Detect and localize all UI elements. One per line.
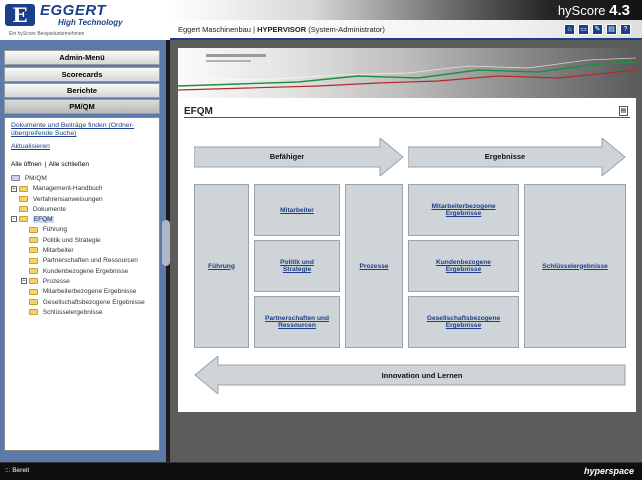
folder-icon xyxy=(19,206,28,212)
tree-item-kunden-ergebnisse[interactable] xyxy=(11,267,153,277)
link-kunden-ergebnisse[interactable]: Kundenbezogene Ergebnisse xyxy=(436,259,491,273)
link-partnerschaften[interactable]: Partnerschaften und Ressourcen xyxy=(264,315,330,329)
tree-item-dokumente[interactable] xyxy=(11,205,153,215)
folder-icon xyxy=(29,227,38,233)
product-label: hyScore xyxy=(557,3,606,18)
tree-toggle xyxy=(11,161,153,168)
box-schluesselergebnisse[interactable] xyxy=(524,184,626,348)
box-gesellschaft-ergebnisse[interactable] xyxy=(408,296,519,348)
nav-pm-qm[interactable]: PM/QM xyxy=(4,99,160,114)
page-title: EFQM xyxy=(184,106,213,117)
box-mitarbeiter[interactable] xyxy=(254,184,340,236)
results-label: Ergebnisse xyxy=(484,152,526,161)
user-role: HYPERVISOR xyxy=(257,25,307,34)
help-icon[interactable]: ? xyxy=(620,24,631,35)
tree-item-prozesse[interactable] xyxy=(11,277,153,287)
folder-icon xyxy=(29,309,38,315)
link-gesellschaft-ergebnisse[interactable]: Gesellschaftsbezogene Ergebnisse xyxy=(426,315,501,329)
tree-toggle-separator: | xyxy=(44,161,47,168)
search-documents-link[interactable]: Dokumente und Beiträge finden (Ordner-übergreifende Suche) xyxy=(11,122,135,137)
box-mitarbeiter-ergebnisse[interactable] xyxy=(408,184,519,236)
box-politik[interactable] xyxy=(254,240,340,292)
tree-item-management-handbuch[interactable] xyxy=(11,184,153,194)
tree-item-gesellschaft-ergebnisse[interactable] xyxy=(11,298,153,308)
logo-subtitle: High Technology xyxy=(58,18,123,27)
hyperspace-logo: hyperspace xyxy=(583,466,634,476)
status-text: ::: Bereit xyxy=(5,467,30,474)
sidebar-resize-handle[interactable] xyxy=(162,220,170,266)
tree-item-politik[interactable] xyxy=(11,236,153,246)
tree-item-mitarbeiter-ergebnisse[interactable] xyxy=(11,287,153,297)
link-prozesse[interactable]: Prozesse xyxy=(359,262,389,270)
tree-item-label: Politik und Strategie xyxy=(42,236,101,244)
header-toolbar xyxy=(564,24,631,35)
user-context xyxy=(178,25,385,34)
tree-item-label: Mitarbeiterbezogene Ergebnisse xyxy=(42,288,137,296)
tree-item-efqm[interactable] xyxy=(11,215,153,225)
enablers-label: Befähiger xyxy=(269,152,305,161)
tree-item-label: Schlüsselergebnisse xyxy=(42,308,103,316)
tree-item-verfahrensanweisungen[interactable] xyxy=(11,195,153,205)
tree-item-label: Management-Handbuch xyxy=(32,185,103,193)
edit-icon[interactable]: ✎ xyxy=(592,24,603,35)
link-politik[interactable]: Politik und Strategie xyxy=(280,259,314,273)
link-mitarbeiter-ergebnisse[interactable]: Mitarbeiterbezogene Ergebnisse xyxy=(431,203,496,217)
tree-item-label: Gesellschaftsbezogene Ergebnisse xyxy=(42,298,145,306)
status-bar xyxy=(0,462,642,480)
company-logo xyxy=(0,0,170,40)
tree-item-label: Kundenbezogene Ergebnisse xyxy=(42,267,129,275)
link-mitarbeiter[interactable]: Mitarbeiter xyxy=(280,206,314,214)
company-name: Eggert Maschinenbau xyxy=(178,25,251,34)
close-all-link[interactable]: Alle schließen xyxy=(48,161,90,168)
box-prozesse[interactable] xyxy=(345,184,403,348)
folder-icon xyxy=(29,247,38,253)
tree-root-icon xyxy=(11,175,20,181)
refresh-link[interactable]: Aktualisieren xyxy=(11,143,50,150)
folder-icon xyxy=(29,237,38,243)
window-icon[interactable]: ▭ xyxy=(578,24,589,35)
tree-item-label: EFQM xyxy=(33,216,53,224)
tree-item-label: Führung xyxy=(42,226,68,234)
nav-scorecards[interactable]: Scorecards xyxy=(4,67,160,82)
logo-tagline: Ein hyScore Beispielunternehmen xyxy=(9,31,85,37)
expand-icon[interactable]: + xyxy=(22,278,26,285)
product-version: 4.3 xyxy=(609,2,630,19)
box-partnerschaften[interactable] xyxy=(254,296,340,348)
tree-item-label: Prozesse xyxy=(42,277,70,285)
folder-icon xyxy=(29,299,38,305)
tree-item-label: Mitarbeiter xyxy=(42,247,74,255)
print-icon[interactable]: ▤ xyxy=(606,24,617,35)
folder-icon xyxy=(29,278,38,284)
tree-item-schluesselergebnisse[interactable] xyxy=(11,308,153,318)
app-header xyxy=(0,0,642,40)
logo-mark: E xyxy=(5,4,35,26)
tree-item-mitarbeiter[interactable] xyxy=(11,246,153,256)
nav-admin-menu[interactable]: Admin-Menü xyxy=(4,50,160,65)
product-name xyxy=(558,2,630,19)
tree-item-label: PM/QM xyxy=(24,175,47,182)
tree-item-fuehrung[interactable] xyxy=(11,225,153,235)
innovation-label: Innovation und Lernen xyxy=(381,371,463,380)
link-schluesselergebnisse[interactable]: Schlüsselergebnisse xyxy=(542,262,608,270)
context-separator: | xyxy=(253,25,256,34)
link-fuehrung[interactable]: Führung xyxy=(208,262,235,270)
document-icon[interactable]: ▤ xyxy=(620,108,627,114)
open-all-link[interactable]: Alle öffnen xyxy=(11,161,42,168)
tree-item-partnerschaften[interactable] xyxy=(11,256,153,266)
main-content xyxy=(178,48,636,412)
folder-icon xyxy=(19,186,28,192)
expand-icon[interactable]: + xyxy=(12,185,16,192)
tree-item-label: Verfahrensanweisungen xyxy=(32,195,103,203)
document-tree-panel xyxy=(4,117,160,451)
nav-berichte[interactable]: Berichte xyxy=(4,83,160,98)
folder-open-icon xyxy=(19,216,28,222)
tree-item-pmqm[interactable] xyxy=(11,174,153,184)
user-description: (System-Administrator) xyxy=(308,25,385,34)
folder-icon xyxy=(29,268,38,274)
sidebar xyxy=(0,40,166,462)
collapse-icon[interactable]: − xyxy=(12,216,16,223)
tree xyxy=(11,174,153,318)
box-fuehrung[interactable] xyxy=(194,184,249,348)
home-icon[interactable]: ⌂ xyxy=(564,24,575,35)
efqm-model xyxy=(178,48,636,412)
logo-name: EGGERT xyxy=(40,2,107,19)
tree-item-label: Partnerschaften und Ressourcen xyxy=(42,257,138,265)
box-kunden-ergebnisse[interactable] xyxy=(408,240,519,292)
folder-icon xyxy=(29,289,38,295)
folder-icon xyxy=(29,258,38,264)
tree-item-label: Dokumente xyxy=(32,205,67,213)
folder-icon xyxy=(19,196,28,202)
